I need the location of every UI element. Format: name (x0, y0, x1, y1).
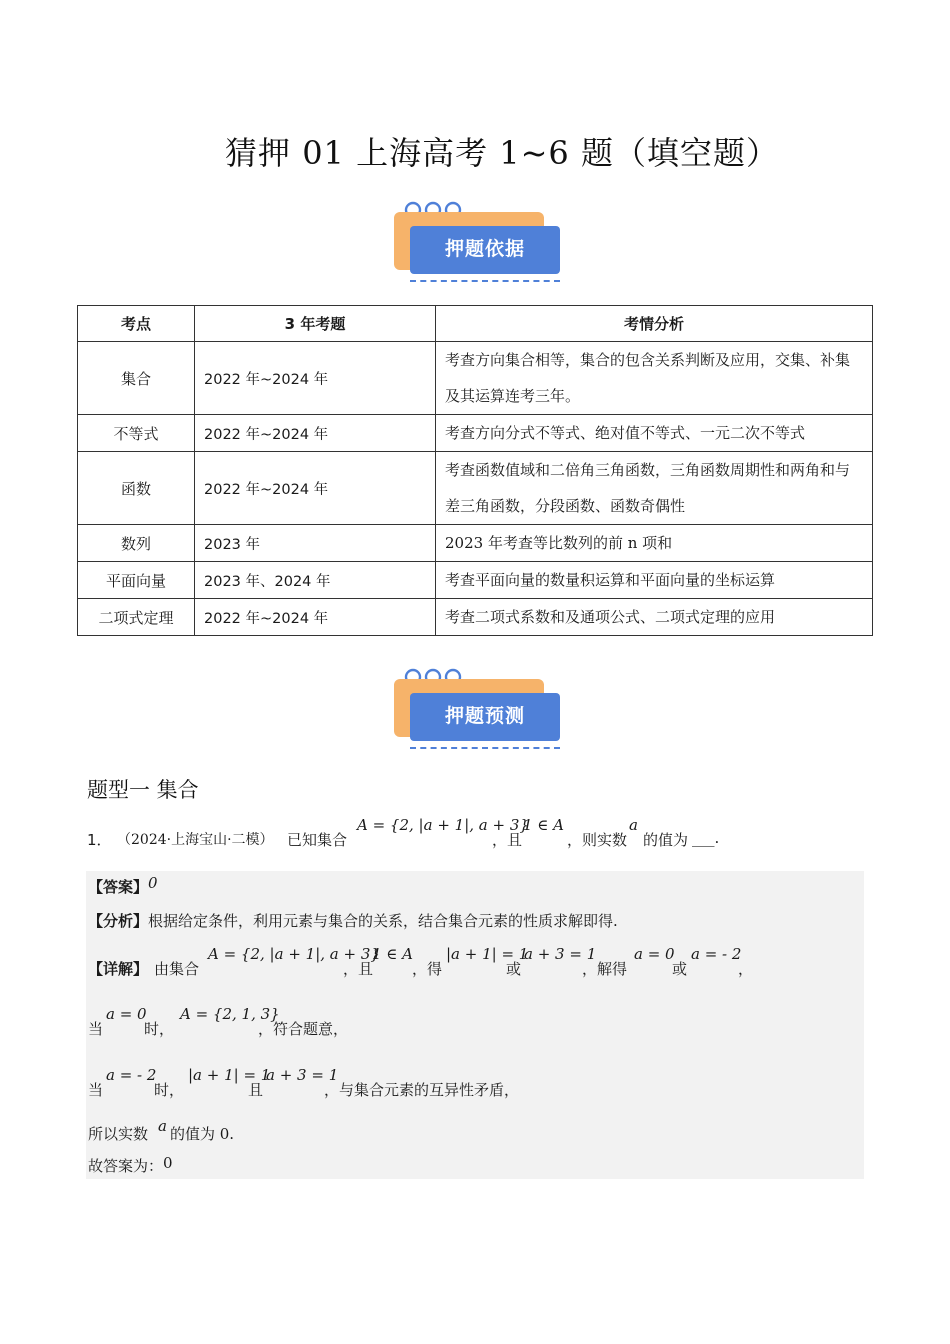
cell-years: 2022 年~2024 年 (195, 415, 436, 452)
detail-label: 【详解】 (88, 960, 149, 978)
case2-line (88, 1062, 858, 1102)
membership-condition: 1 ∈ A (523, 816, 565, 834)
answer-value: 0 (148, 874, 158, 892)
detail-text: ， (738, 960, 754, 978)
header-years: 3 年考题 (195, 306, 436, 342)
cell-topic: 数列 (78, 525, 195, 562)
detail-eq2: a + 3 = 1 (524, 945, 597, 963)
table-row (78, 415, 873, 452)
badge-dash-line (410, 747, 560, 749)
analysis-label: 【分析】 (88, 912, 149, 930)
table-row (78, 562, 873, 599)
cell-years: 2023 年 (195, 525, 436, 562)
case-text: 时， (154, 1081, 185, 1099)
exam-analysis-table (77, 305, 873, 636)
badge-label: 押题预测 (410, 693, 560, 741)
cell-analysis: 2023 年考查等比数列的前 n 项和 (436, 525, 873, 562)
header-topic: 考点 (78, 306, 195, 342)
analysis-text: 根据给定条件，利用元素与集合的关系，结合集合元素的性质求解即得. (148, 912, 618, 930)
question-source: （2024·上海宝山·二模） (117, 832, 274, 848)
cell-topic: 集合 (78, 342, 195, 415)
question-text: 的值为 (643, 831, 689, 849)
answer-box (86, 871, 864, 1179)
variable-a: a (629, 816, 638, 834)
cell-years: 2022 年~2024 年 (195, 599, 436, 636)
badge-label: 押题依据 (410, 226, 560, 274)
question-number: 1． (87, 831, 112, 849)
table-row (78, 525, 873, 562)
header-analysis: 考情分析 (436, 306, 873, 342)
detail-line (88, 941, 858, 981)
cell-analysis: 考查方向分式不等式、绝对值不等式、一元二次不等式 (436, 415, 873, 452)
answer-blank: ___. (692, 829, 720, 847)
badge-prediction (394, 667, 564, 753)
detail-cond: 1 ∈ A (372, 945, 414, 963)
page-title: 猜押 01 上海高考 1~6 题（填空题） (225, 134, 779, 172)
case2-eq1: |a + 1| = 1 (188, 1066, 271, 1084)
case1-set: A = {2, 1, 3} (180, 1005, 280, 1023)
final-value: 0 (163, 1154, 173, 1172)
cell-years: 2023 年、2024 年 (195, 562, 436, 599)
detail-text: 由集合 (154, 960, 200, 978)
cell-topic: 平面向量 (78, 562, 195, 599)
final-label: 故答案为： (88, 1157, 164, 1175)
detail-text: ，解得 (582, 960, 628, 978)
detail-sol2: a = - 2 (691, 945, 742, 963)
cell-topic: 函数 (78, 452, 195, 525)
case-text: 当 (88, 1020, 104, 1038)
badge-dash-line (410, 280, 560, 282)
answer-line (88, 876, 158, 897)
table-header-row (78, 306, 873, 342)
detail-set: A = {2, |a + 1|, a + 3} (208, 945, 380, 963)
question-text: ，则实数 (567, 831, 628, 849)
case-text: ，与集合元素的互异性矛盾， (324, 1081, 520, 1099)
conclusion-line (88, 1117, 858, 1147)
case2-eq2: a + 3 = 1 (266, 1066, 339, 1084)
detail-text: 或 (506, 960, 522, 978)
cell-analysis: 考查二项式系数和及通项公式、二项式定理的应用 (436, 599, 873, 636)
detail-text: ，且 (343, 960, 374, 978)
table-row (78, 599, 873, 636)
set-expression: A = {2, |a + 1|, a + 3} (357, 816, 529, 834)
cell-analysis: 考查函数值域和二倍角三角函数，三角函数周期性和两角和与差三角函数，分段函数、函数奇偶性 (436, 452, 873, 525)
case1-cond: a = 0 (106, 1005, 147, 1023)
analysis-line (88, 910, 618, 931)
cell-analysis: 考查方向集合相等，集合的包含关系判断及应用，交集、补集及其运算连考三年。 (436, 342, 873, 415)
table-row (78, 452, 873, 525)
final-line (88, 1155, 173, 1176)
table-row (78, 342, 873, 415)
badge-basis (394, 200, 564, 286)
cell-topic: 二项式定理 (78, 599, 195, 636)
cell-analysis: 考查平面向量的数量积运算和平面向量的坐标运算 (436, 562, 873, 599)
question-text: 已知集合 (287, 831, 348, 849)
conclusion-var: a (158, 1117, 167, 1135)
case1-line (88, 1001, 858, 1041)
case-text: ，符合题意， (258, 1020, 349, 1038)
conclusion-text: 的值为 0. (170, 1125, 235, 1143)
detail-sol1: a = 0 (634, 945, 675, 963)
cell-years: 2022 年~2024 年 (195, 342, 436, 415)
question-1 (87, 812, 867, 852)
section-title: 题型一 集合 (87, 778, 199, 802)
cell-years: 2022 年~2024 年 (195, 452, 436, 525)
case2-cond: a = - 2 (106, 1066, 157, 1084)
question-text: ，且 (492, 831, 523, 849)
conclusion-text: 所以实数 (88, 1125, 149, 1143)
detail-eq1: |a + 1| = 1 (446, 945, 529, 963)
detail-text: 或 (672, 960, 688, 978)
detail-text: ，得 (412, 960, 443, 978)
case-text: 当 (88, 1081, 104, 1099)
cell-topic: 不等式 (78, 415, 195, 452)
case-text: 且 (248, 1081, 264, 1099)
answer-label: 【答案】 (88, 878, 149, 896)
case-text: 时， (144, 1020, 175, 1038)
